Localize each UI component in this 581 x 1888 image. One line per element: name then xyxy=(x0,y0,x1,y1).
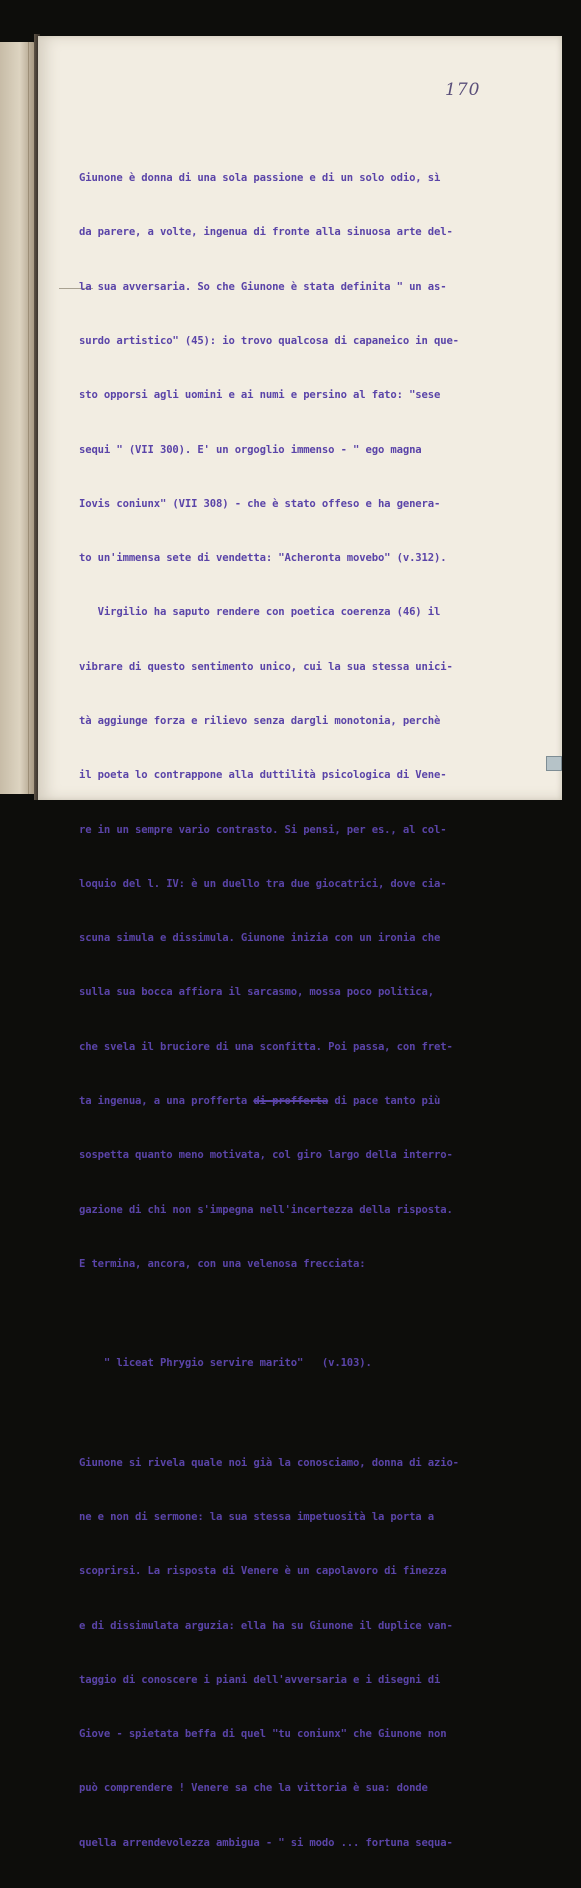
text-line: e di dissimulata arguzia: ella ha su Giunone il duplice van- xyxy=(79,1619,453,1632)
text-line: to un'immensa sete di vendetta: "Acheronta movebo" (v.312). xyxy=(79,552,447,565)
text-line: loquio del l. IV: è un duello tra due giocatrici, dove cia- xyxy=(79,877,447,890)
text-line: Iovis coniunx" (VII 308) - che è stato offeso e ha genera- xyxy=(79,497,441,510)
text-line: può comprendere ! Venere sa che la vittoria è sua: donde xyxy=(79,1782,428,1795)
text-line: ne e non di sermone: la sua stessa impetuosità la porta a xyxy=(79,1511,434,1524)
scan-color-card xyxy=(546,756,562,771)
text-line: re in un sempre vario contrasto. Si pensi, per es., al col- xyxy=(79,823,447,836)
strike-line-after: di pace tanto più xyxy=(328,1094,441,1107)
typewritten-text xyxy=(79,133,479,1888)
text-line: quella arrendevolezza ambigua - " si modo ... fortuna sequa- xyxy=(79,1836,453,1849)
text-line: sequi " (VII 300). E' un orgoglio immenso - " ego magna xyxy=(79,443,422,456)
text-line: sulla sua bocca affiora il sarcasmo, mossa poco politica, xyxy=(79,986,434,999)
text-line: la sua avversaria. So che Giunone è stata definita " un as- xyxy=(79,280,447,293)
text-line: gazione di chi non s'impegna nell'incertezza della risposta. xyxy=(79,1203,453,1216)
text-line: taggio di conoscere i piani dell'avversaria e i disegni di xyxy=(79,1673,441,1686)
latin-quote: " liceat Phrygio servire marito" (v.103). xyxy=(79,1357,372,1370)
quote-spacing xyxy=(79,1409,479,1418)
text-line: sospetta quanto meno motivata, col giro largo della interro- xyxy=(79,1149,453,1162)
strike-line-before: ta ingenua, a una profferta xyxy=(79,1094,254,1107)
left-page-edge xyxy=(0,42,36,794)
text-line-with-strikeout xyxy=(79,1092,479,1110)
text-line: Giove - spietata beffa di quel "tu coniunx" che Giunone non xyxy=(79,1728,447,1741)
text-line: surdo artistico" (45): io trovo qualcosa di capaneico in que- xyxy=(79,335,459,348)
page-number: 170 xyxy=(445,80,481,100)
text-line: tà aggiunge forza e rilievo senza dargli monotonia, perchè xyxy=(79,715,441,727)
text-line: Giunone è donna di una sola passione e di un solo odio, sì xyxy=(79,172,441,185)
quote-spacing xyxy=(79,1309,479,1318)
text-line: E termina, ancora, con una velenosa frecciata: xyxy=(79,1257,366,1270)
page-edge-stripe xyxy=(28,42,29,794)
text-line: che svela il bruciore di una sconfitta. Poi passa, con fret- xyxy=(79,1040,453,1053)
text-line: da parere, a volte, ingenua di fronte alla sinuosa arte del- xyxy=(79,226,453,239)
text-line: scoprirsi. La risposta di Venere è un capolavoro di finezza xyxy=(79,1565,447,1578)
text-line: il poeta lo contrappone alla duttilità psicologica di Vene- xyxy=(79,769,447,782)
text-line: Giunone si rivela quale noi già la conosciamo, donna di azio- xyxy=(79,1456,459,1469)
text-line: scuna simula e dissimula. Giunone inizia con un ironia che xyxy=(79,932,441,945)
text-line: sto opporsi agli uomini e ai numi e persino al fato: "sese xyxy=(79,389,441,402)
struck-out-text: di profferta xyxy=(253,1094,329,1107)
text-line: vibrare di questo sentimento unico, cui la sua stessa unici- xyxy=(79,660,453,673)
text-line: Virgilio ha saputo rendere con poetica coerenza (46) il xyxy=(79,606,441,619)
